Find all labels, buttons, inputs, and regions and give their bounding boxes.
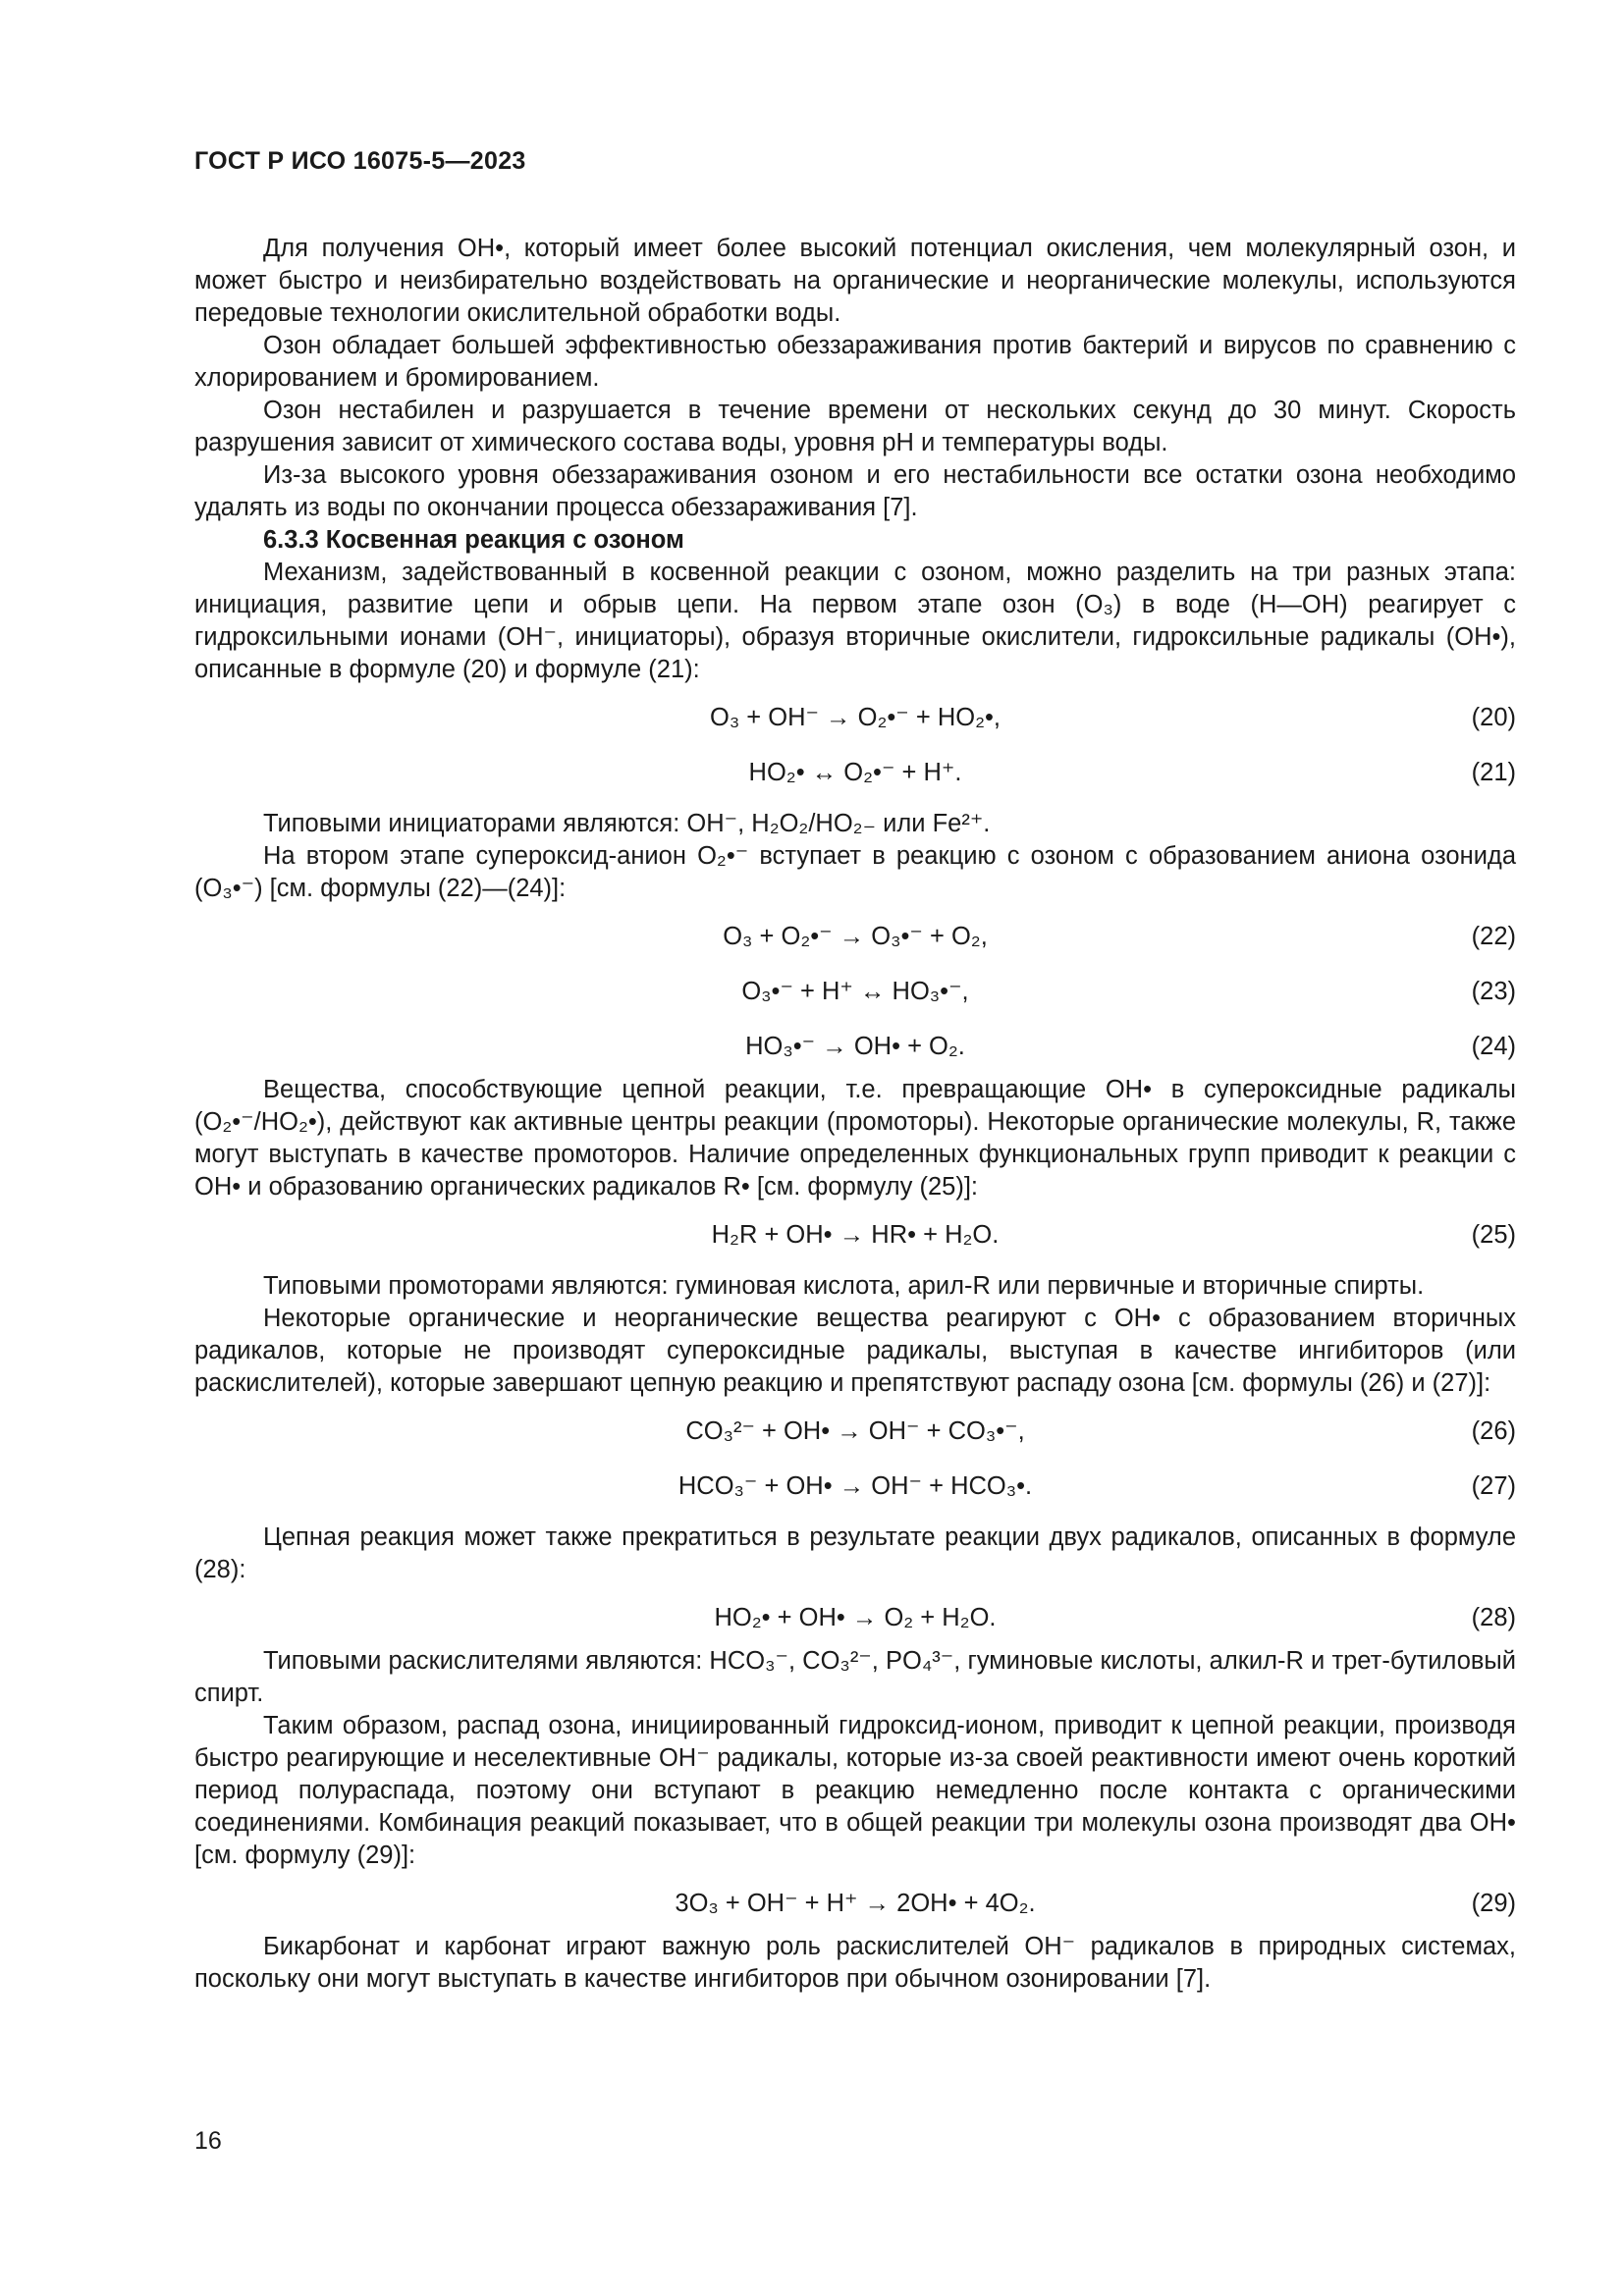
document-header: ГОСТ Р ИСО 16075-5—2023 (194, 147, 526, 175)
equation-formula: CO₃²⁻ + OH• → OH⁻ + CO₃•⁻, (685, 1417, 1025, 1445)
section-heading: 6.3.3 Косвенная реакция с озоном (263, 526, 684, 554)
equation-number: (20) (1471, 704, 1516, 731)
equation-29 (194, 1876, 1516, 1931)
paragraph: Из-за высокого уровня обеззараживания озоном и его нестабильности все остатки озона необходимо удалять из воды по окончании процесса обеззараживания [7]. (194, 461, 1516, 521)
paragraph: Типовыми промоторами являются: гуминовая кислота, арил-R или первичные и вторичные спирты. (263, 1272, 1425, 1300)
equation-formula: HCO₃⁻ + OH• → OH⁻ + HCO₃•. (677, 1472, 1033, 1500)
equation-27 (194, 1459, 1516, 1514)
equation-formula: O₃ + OH⁻ → O₂•⁻ + HO₂•, (709, 704, 1001, 731)
equation-21 (194, 745, 1516, 800)
equation-24 (194, 1019, 1516, 1074)
paragraph: Цепная реакция может также прекратиться в результате реакции двух радикалов, описанных в формуле (28): (194, 1523, 1516, 1583)
equation-formula: HO₂• + OH• → O₂ + H₂O. (714, 1604, 997, 1631)
paragraph: На втором этапе супероксид-анион O₂•⁻ вступает в реакцию с озоном с образованием аниона озонида (O₃•⁻) [см. формулы (22)—(24)]: (194, 842, 1516, 902)
equation-number: (27) (1471, 1472, 1516, 1500)
equation-number: (23) (1471, 978, 1516, 1005)
equation-number: (28) (1471, 1604, 1516, 1631)
equation-22 (194, 909, 1516, 964)
equation-formula: O₃ + O₂•⁻ → O₃•⁻ + O₂, (723, 923, 988, 950)
equation-28 (194, 1590, 1516, 1645)
paragraph: Для получения ОН•, который имеет более высокий потенциал окисления, чем молекулярный озон, и может быстро и неизбирательно воздействовать на органические и неорганические молекулы, используются передовые технологии окислительной обработки воды. (194, 235, 1516, 327)
equation-formula: O₃•⁻ + H⁺ ↔ HO₃•⁻, (741, 978, 969, 1005)
equation-23 (194, 964, 1516, 1019)
equation-number: (29) (1471, 1890, 1516, 1917)
paragraph: Озон обладает большей эффективностью обеззараживания против бактерий и вирусов по сравнению с хлорированием и бромированием. (194, 332, 1516, 392)
document-page (194, 147, 1516, 1996)
paragraph: Таким образом, распад озона, инициированный гидроксид-ионом, приводит к цепной реакции, производя быстро реагирующие и неселективные OH⁻ радикалы, которые из-за своей реактивности имеют очень короткий период полураспада, поэтому они вступают в реакцию немедленно после контакта с органическими соединениями. Комбинация реакций показывает, что в общей реакции три молекулы озона производят два OH• [см. формулу (29)]: (194, 1712, 1516, 1869)
paragraph: Некоторые органические и неорганические вещества реагируют с OH• с образованием вторичных радикалов, которые не производят супероксидные радикалы, выступая в качестве ингибиторов (или раскислителей), которые завершают цепную реакцию и препятствуют распаду озона [см. формулы (26) и (27)]: (194, 1305, 1516, 1397)
equation-number: (22) (1471, 923, 1516, 950)
page-number: 16 (194, 2127, 222, 2155)
equation-formula: H₂R + OH• → HR• + H₂O. (711, 1221, 1000, 1249)
paragraph: Озон нестабилен и разрушается в течение времени от нескольких секунд до 30 минут. Скорость разрушения зависит от химического состава воды, уровня pH и температуры воды. (194, 397, 1516, 456)
equation-26 (194, 1404, 1516, 1459)
paragraph: Вещества, способствующие цепной реакции, т.е. превращающие OH• в супероксидные радикалы (O₂•⁻/HO₂•), действуют как активные центры реакции (промоторы). Некоторые органические молекулы, R, также могут выступать в качестве промоторов. Наличие определенных функциональных групп приводит к реакции с OH• и образованию органических радикалов R• [см. формулу (25)]: (194, 1076, 1516, 1201)
equation-25 (194, 1207, 1516, 1262)
equation-formula: HO₃•⁻ → OH• + O₂. (745, 1033, 965, 1060)
paragraph: Типовыми инициаторами являются: OH⁻, H₂O₂/HO₂₋ или Fe²⁺. (263, 810, 991, 837)
equation-formula: 3O₃ + OH⁻ + H⁺ → 2OH• + 4O₂. (675, 1890, 1036, 1917)
equation-number: (21) (1471, 759, 1516, 786)
paragraph: Бикарбонат и карбонат играют важную роль раскислителей OH⁻ радикалов в природных системах, поскольку они могут выступать в качестве ингибиторов при обычном озонировании [7]. (194, 1933, 1516, 1993)
equation-number: (24) (1471, 1033, 1516, 1060)
paragraph: Механизм, задействованный в косвенной реакции с озоном, можно разделить на три разных этапа: инициация, развитие цепи и обрыв цепи. На первом этапе озон (O₃) в воде (H—OH) реагирует с гидроксильными ионами (OH⁻, инициаторы), образуя вторичные окислители, гидроксильные радикалы (OH•), описанные в формуле (20) и формуле (21): (194, 559, 1516, 683)
equation-20 (194, 690, 1516, 745)
equation-number: (26) (1471, 1417, 1516, 1445)
equation-formula: HO₂• ↔ O₂•⁻ + H⁺. (748, 759, 962, 786)
equation-number: (25) (1471, 1221, 1516, 1249)
paragraph: Типовыми раскислителями являются: HCO₃⁻, CO₃²⁻, PO₄³⁻, гуминовые кислоты, алкил-R и трет-бутиловый спирт. (194, 1647, 1516, 1707)
